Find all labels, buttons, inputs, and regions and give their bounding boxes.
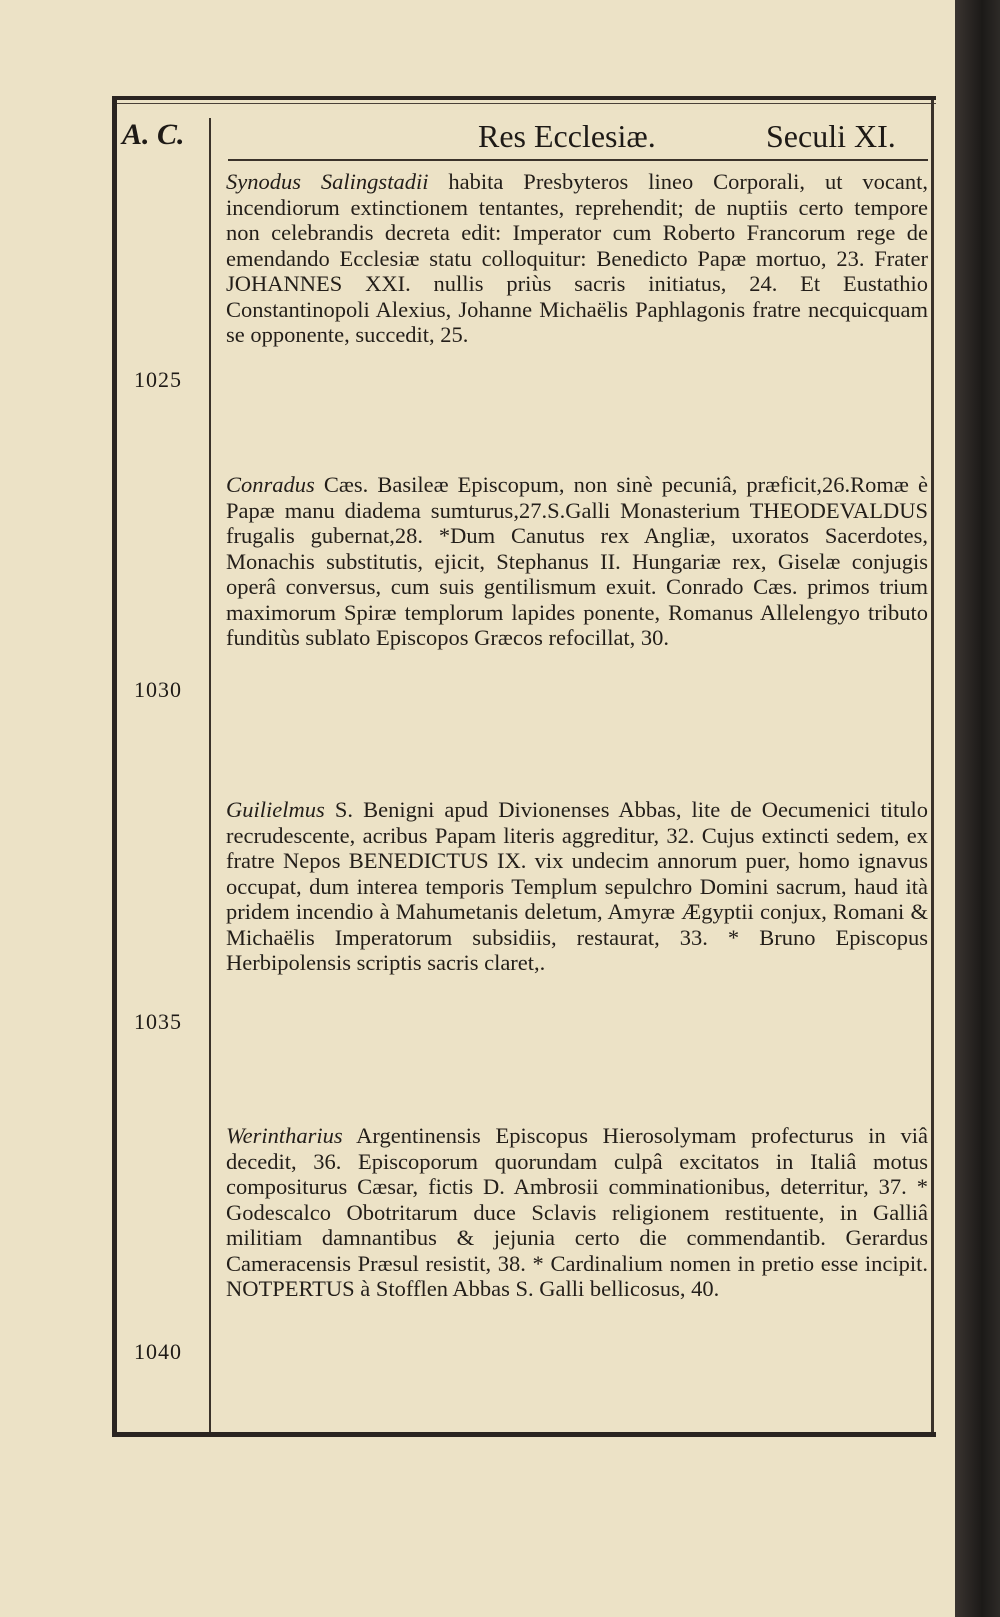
paragraph — [226, 472, 928, 651]
top-rule — [112, 96, 936, 100]
year-label: 1040 — [134, 1339, 182, 1364]
header-line — [228, 159, 928, 161]
left-border — [112, 100, 117, 1432]
year-label: 1035 — [134, 1009, 182, 1034]
paragraph — [226, 1123, 928, 1302]
paragraph-text: Cæs. Basileæ Episcopum, non sinè pecuniâ, præficit,26.Romæ è Papæ manu diadema sumturus,27.S.Galli Monasterium THEODEVALDUS frugalis gubernat,28. *Dum Canutus rex Angliæ, uxoratos Sacerdotes, Monachis substitutis, ejicit, Stephanus II. Hungariæ rex, Giselæ conjugis operâ conversus, cum suis gentilismum exuit. Conrado Cæs. primos trium maximorum Spiræ templorum lapides ponente, Romanus Allelengyo tributo funditùs sublato Episcopos Græcos refocillat, 30. — [226, 472, 928, 650]
paragraph-text: S. Benigni apud Divionenses Abbas, lite de Oecumenici titulo recrudescente, acribus Papam literis aggreditur, 32. Cujus extincti sedem, ex fratre Nepos BENEDICTUS IX. vix undecim annorum puer, homo ignavus occupat, dum interea temporis Templum sepulchro Domini sacrum, haud ità pridem incendio à Mahumetanis deletum, Amyræ Ægyptii conjux, Romani & Michaëlis Imperatorum subsidiis, restaurat, 33. * Bruno Episcopus Herbipolensis scriptis sacris claret,. — [226, 797, 928, 975]
right-border — [931, 100, 934, 1432]
paragraph-text: habita Presbyteros lineo Corporali, ut vocant, incendiorum extinctionem tentantes, reprehendit; de nuptiis certo tempore non celebrandis decreta edit: Imperator cum Roberto Francorum rege de emendando Ecclesiæ statu colloquitur: Benedicto Papæ mortuo, 23. Frater JOHANNES XXI. nullis priùs sacris initiatus, 24. Et Eustathio Constantinopoli Alexius, Johanne Michaëlis Paphlagonis fratre necquicquam se opponente, succedit, 25. — [226, 169, 928, 347]
year-label: 1030 — [134, 677, 182, 702]
margin-divider — [209, 118, 211, 1432]
paragraph-lead: Synodus Salingstadii — [226, 169, 429, 194]
paragraph-lead: Guilielmus — [226, 797, 325, 822]
bottom-rule — [112, 1432, 936, 1437]
paragraph — [226, 169, 928, 348]
book-spine — [955, 0, 1000, 1617]
running-section: Seculi XI. — [766, 118, 896, 154]
margin-label: A. C. — [122, 118, 185, 151]
running-title: Res Ecclesiæ. — [478, 118, 656, 154]
paragraph-text: Argentinensis Episcopus Hierosolymam profecturus in viâ decedit, 36. Episcoporum quorundam culpâ excitatos in Italiâ motus compositurus Cæsar, fictis D. Ambrosii comminationibus, deterritur, 37. * Godescalco Obotritarum duce Sclavis religionem restituente, in Galliâ militiam damnantibus & jejunia certo die commendantib. Gerardus Cameracensis Præsul resistit, 38. * Cardinalium nomen in pretio esse incipit. NOTPERTUS à Stofflen Abbas S. Galli bellicosus, 40. — [226, 1123, 928, 1301]
top-rule-thin — [112, 103, 936, 104]
year-label: 1025 — [134, 367, 182, 392]
paragraph — [226, 797, 928, 976]
paragraph-lead: Conradus — [226, 472, 315, 497]
paragraph-lead: Werintharius — [226, 1123, 343, 1148]
